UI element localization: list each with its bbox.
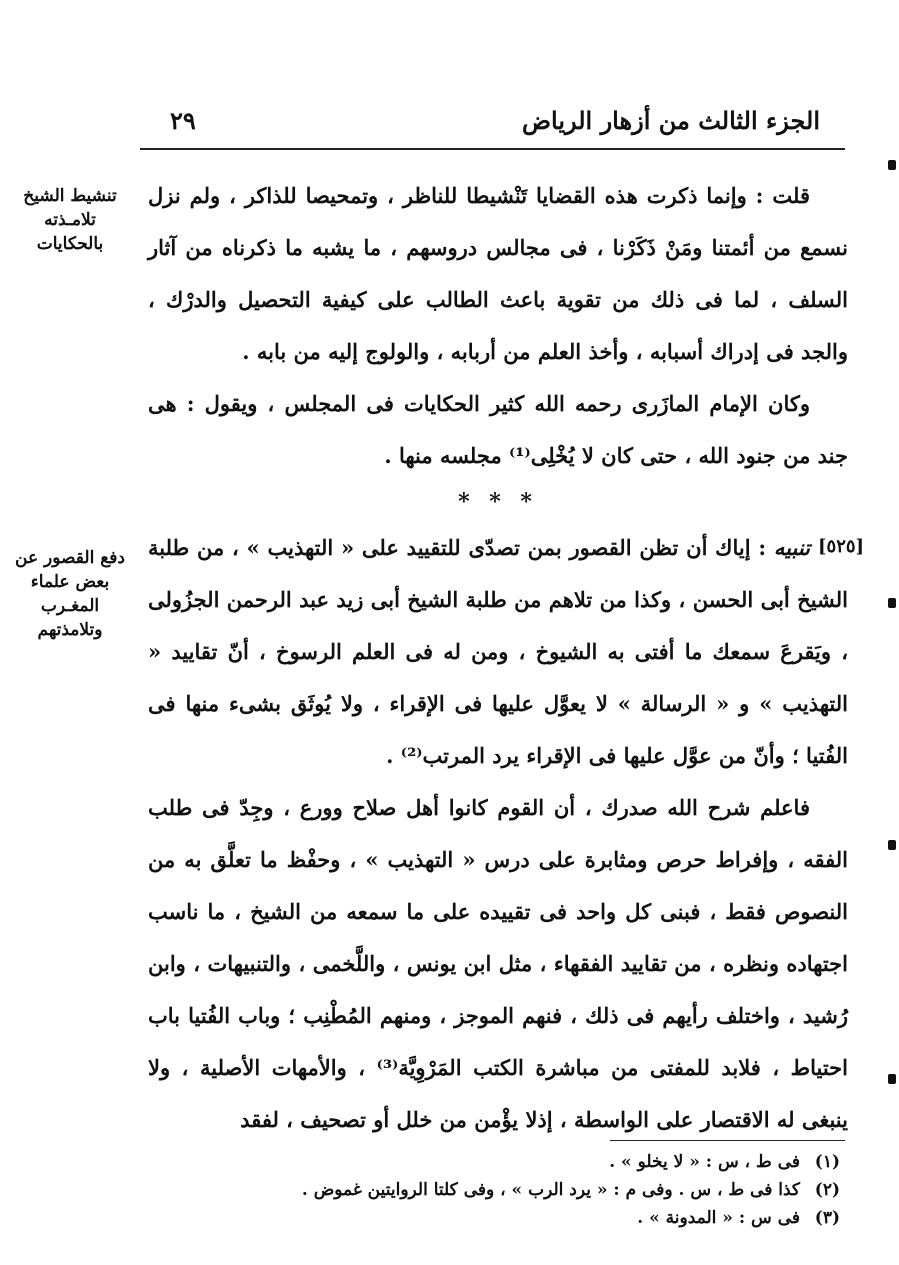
footnote-number: (١) (814, 1152, 840, 1172)
margin-note-scholars (14, 546, 126, 642)
running-title: الجزء الثالث من أزهار الرياض (521, 106, 820, 135)
margin-note-line: تنشيط الشيخ (23, 186, 117, 206)
margin-note-line: بالحكايات (36, 234, 104, 254)
scan-edge-mark (888, 1074, 896, 1084)
header-rule (140, 148, 845, 150)
page-number: ٢٩ (170, 106, 196, 135)
footnote-3 (140, 1204, 840, 1232)
footnote-1 (140, 1148, 840, 1176)
paragraph-3 (148, 522, 848, 782)
paragraph-number: [٥٢٥] (818, 536, 865, 557)
margin-note-line: تلامـذته (44, 210, 96, 230)
margin-note-storytelling (14, 184, 126, 256)
main-text (148, 170, 848, 1146)
footnotes (140, 1148, 840, 1232)
footnote-text: فى ط ، س : « لا يخلو » . (609, 1152, 800, 1172)
footnote-number: (٣) (814, 1208, 840, 1228)
footnote-number: (٢) (814, 1180, 840, 1200)
scan-edge-mark (888, 840, 896, 850)
paragraph-3-text: : إياك أن تظن القصور بمن تصدّى للتقييد على « التهذيب » ، من طلبة الشيخ أبى الحسن ، وكذا من تلاهم من طلبة الشيخ أبى زيد عبد الرحمن الجزُولى ، ويَقرعَ سمعك ما أفتى به الشيوخ ، ومن له فى العلم الرسوخ ، أنّ تقاييد « التهذيب » و « الرسالة » لا يعوَّل عليها فى الإقراء ، ولا يُوثَق بشىء منها فى الفُتيا ؛ وأنّ من عوَّل عليها فى الإقراء يرد المرتب⁽²⁾ . (148, 535, 848, 768)
margin-note-line: دفع القصور عن (15, 548, 125, 568)
footnote-rule (610, 1140, 845, 1141)
margin-note-line: وتلامذتهم (37, 620, 103, 640)
margin-note-line: بعض علماء (30, 572, 110, 592)
footnote-text: كذا فى ط ، س . وفى م : « يرد الرب » ، وفى كلتا الروايتين غموض . (301, 1180, 800, 1200)
page-header (140, 100, 820, 144)
scan-edge-mark (888, 160, 896, 170)
footnote-2 (140, 1176, 840, 1204)
paragraph-2: وكان الإمام المازَرى رحمه الله كثير الحكايات فى المجلس ، ويقول : هى جند من جنود الله ، حتى كان لا يُخْلِى⁽¹⁾ مجلسه منها . (148, 391, 848, 468)
paragraph-4: فاعلم شرح الله صدرك ، أن القوم كانوا أهل صلاح وورع ، وجِدّ فى طلب الفقه ، وإفراط حرص ومثابرة على درس « التهذيب » ، وحفْظ ما تعلَّق به من النصوص فقط ، فبنى كل واحد فى تقييده على ما سمعه من الشيخ ، ما ناسب اجتهاده ونظره ، من تقاييد الفقهاء ، مثل ابن يونس ، واللَّخمى ، والتنبيهات ، وابن رُشيد ، واختلف رأيهم فى ذلك ، فنهم الموجز ، ومنهم المُطْنِب ؛ وباب الفُتيا باب احتياط ، فلابد للمفتى من مباشرة الكتب المَرْوِيَّة⁽³⁾ ، والأمهات الأصلية ، ولا ينبغى له الاقتصار على الواسطة ، إذلا يؤْمن من خلل أو تصحيف ، لفقد (148, 795, 849, 1132)
margin-note-line: المغـرب (40, 596, 100, 616)
section-separator: * * * (458, 489, 538, 515)
note-label: تنبيه (773, 535, 811, 560)
paragraph-1: قلت : وإنما ذكرت هذه القضايا تَنْشيطا للناظر ، وتمحيصا للذاكر ، ولم نزل نسمع من أئمتنا ومَنْ ذَكَرْنا ، فى مجالس دروسهم ، ما يشبه ما ذكرناه من آثار السلف ، لما فى ذلك من تقوية باعث الطالب على كيفية التحصيل والدرْك ، والجد فى إدراك أسبابه ، وأخذ العلم من أربابه ، والولوج إليه من بابه . (148, 183, 848, 364)
footnote-text: فى س : « المدونة » . (637, 1208, 800, 1228)
scan-edge-mark (888, 598, 896, 608)
